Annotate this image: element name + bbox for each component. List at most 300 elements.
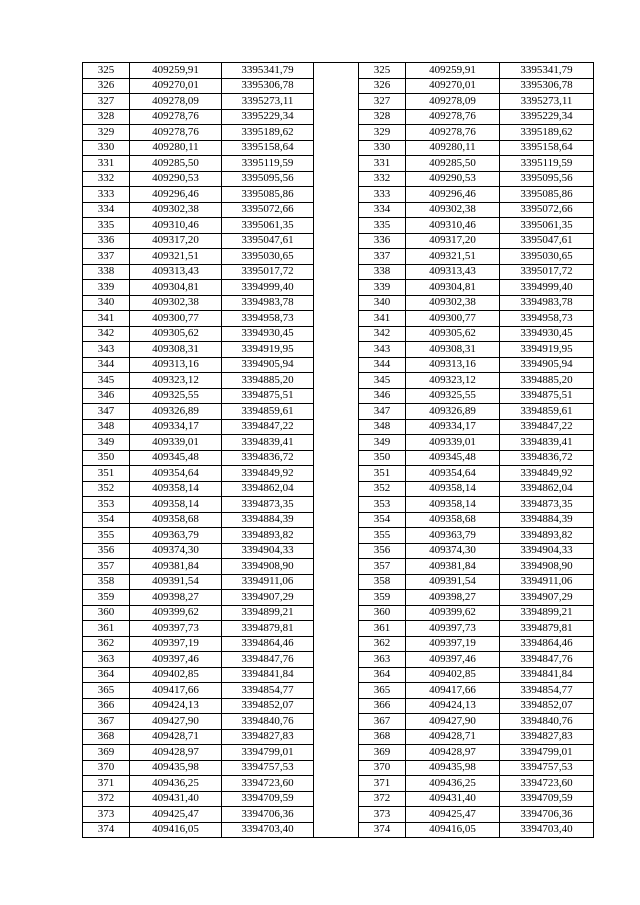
left-y-coordinate: 3394908,90 bbox=[222, 559, 314, 575]
column-gap bbox=[314, 233, 359, 249]
right-x-coordinate: 409358,68 bbox=[406, 512, 500, 528]
right-y-coordinate: 3394841,84 bbox=[500, 667, 594, 683]
left-y-coordinate: 3395061,35 bbox=[222, 218, 314, 234]
left-y-coordinate: 3394799,01 bbox=[222, 745, 314, 761]
left-y-coordinate: 3394930,45 bbox=[222, 326, 314, 342]
table-row bbox=[83, 683, 594, 699]
right-point-number: 354 bbox=[359, 512, 406, 528]
left-y-coordinate: 3395072,66 bbox=[222, 202, 314, 218]
right-point-number: 365 bbox=[359, 683, 406, 699]
right-y-coordinate: 3394904,33 bbox=[500, 543, 594, 559]
table-row bbox=[83, 326, 594, 342]
left-point-number: 341 bbox=[83, 311, 130, 327]
table-row bbox=[83, 404, 594, 420]
left-y-coordinate: 3395030,65 bbox=[222, 249, 314, 265]
table-row bbox=[83, 574, 594, 590]
right-x-coordinate: 409321,51 bbox=[406, 249, 500, 265]
left-point-number: 365 bbox=[83, 683, 130, 699]
left-y-coordinate: 3394875,51 bbox=[222, 388, 314, 404]
right-point-number: 330 bbox=[359, 140, 406, 156]
column-gap bbox=[314, 187, 359, 203]
right-point-number: 368 bbox=[359, 729, 406, 745]
left-point-number: 355 bbox=[83, 528, 130, 544]
right-x-coordinate: 409296,46 bbox=[406, 187, 500, 203]
column-gap bbox=[314, 760, 359, 776]
table-row bbox=[83, 388, 594, 404]
right-point-number: 351 bbox=[359, 466, 406, 482]
right-point-number: 358 bbox=[359, 574, 406, 590]
right-x-coordinate: 409391,54 bbox=[406, 574, 500, 590]
left-y-coordinate: 3394958,73 bbox=[222, 311, 314, 327]
right-point-number: 374 bbox=[359, 822, 406, 838]
right-point-number: 367 bbox=[359, 714, 406, 730]
left-y-coordinate: 3394899,21 bbox=[222, 605, 314, 621]
left-point-number: 354 bbox=[83, 512, 130, 528]
left-x-coordinate: 409435,98 bbox=[130, 760, 222, 776]
left-point-number: 367 bbox=[83, 714, 130, 730]
right-x-coordinate: 409325,55 bbox=[406, 388, 500, 404]
table-row bbox=[83, 745, 594, 761]
right-x-coordinate: 409308,31 bbox=[406, 342, 500, 358]
column-gap bbox=[314, 295, 359, 311]
table-row bbox=[83, 435, 594, 451]
column-gap bbox=[314, 466, 359, 482]
right-x-coordinate: 409302,38 bbox=[406, 202, 500, 218]
right-point-number: 346 bbox=[359, 388, 406, 404]
left-point-number: 371 bbox=[83, 776, 130, 792]
right-y-coordinate: 3394849,92 bbox=[500, 466, 594, 482]
right-point-number: 340 bbox=[359, 295, 406, 311]
right-y-coordinate: 3395072,66 bbox=[500, 202, 594, 218]
left-point-number: 361 bbox=[83, 621, 130, 637]
table-row bbox=[83, 466, 594, 482]
right-x-coordinate: 409381,84 bbox=[406, 559, 500, 575]
right-x-coordinate: 409431,40 bbox=[406, 791, 500, 807]
left-x-coordinate: 409339,01 bbox=[130, 435, 222, 451]
left-point-number: 364 bbox=[83, 667, 130, 683]
right-x-coordinate: 409427,90 bbox=[406, 714, 500, 730]
left-point-number: 359 bbox=[83, 590, 130, 606]
right-point-number: 360 bbox=[359, 605, 406, 621]
right-y-coordinate: 3394799,01 bbox=[500, 745, 594, 761]
right-y-coordinate: 3394840,76 bbox=[500, 714, 594, 730]
right-x-coordinate: 409424,13 bbox=[406, 698, 500, 714]
left-y-coordinate: 3394841,84 bbox=[222, 667, 314, 683]
left-point-number: 329 bbox=[83, 125, 130, 141]
right-x-coordinate: 409397,73 bbox=[406, 621, 500, 637]
left-point-number: 332 bbox=[83, 171, 130, 187]
right-point-number: 355 bbox=[359, 528, 406, 544]
left-x-coordinate: 409398,27 bbox=[130, 590, 222, 606]
right-point-number: 326 bbox=[359, 78, 406, 94]
right-x-coordinate: 409305,62 bbox=[406, 326, 500, 342]
left-x-coordinate: 409325,55 bbox=[130, 388, 222, 404]
column-gap bbox=[314, 745, 359, 761]
column-gap bbox=[314, 357, 359, 373]
column-gap bbox=[314, 125, 359, 141]
right-y-coordinate: 3394709,59 bbox=[500, 791, 594, 807]
right-point-number: 361 bbox=[359, 621, 406, 637]
right-x-coordinate: 409339,01 bbox=[406, 435, 500, 451]
column-gap bbox=[314, 791, 359, 807]
left-x-coordinate: 409363,79 bbox=[130, 528, 222, 544]
column-gap bbox=[314, 94, 359, 110]
right-point-number: 353 bbox=[359, 497, 406, 513]
right-point-number: 371 bbox=[359, 776, 406, 792]
coordinates-table bbox=[82, 62, 594, 838]
table-row bbox=[83, 512, 594, 528]
right-y-coordinate: 3394875,51 bbox=[500, 388, 594, 404]
column-gap bbox=[314, 636, 359, 652]
left-point-number: 343 bbox=[83, 342, 130, 358]
right-y-coordinate: 3395229,34 bbox=[500, 109, 594, 125]
left-y-coordinate: 3394893,82 bbox=[222, 528, 314, 544]
left-y-coordinate: 3395189,62 bbox=[222, 125, 314, 141]
table-row bbox=[83, 280, 594, 296]
right-y-coordinate: 3394859,61 bbox=[500, 404, 594, 420]
right-point-number: 328 bbox=[359, 109, 406, 125]
left-point-number: 326 bbox=[83, 78, 130, 94]
left-point-number: 346 bbox=[83, 388, 130, 404]
table-row bbox=[83, 249, 594, 265]
table-row bbox=[83, 342, 594, 358]
column-gap bbox=[314, 156, 359, 172]
right-point-number: 344 bbox=[359, 357, 406, 373]
left-point-number: 360 bbox=[83, 605, 130, 621]
left-y-coordinate: 3394904,33 bbox=[222, 543, 314, 559]
right-x-coordinate: 409436,25 bbox=[406, 776, 500, 792]
right-y-coordinate: 3395273,11 bbox=[500, 94, 594, 110]
right-y-coordinate: 3394847,22 bbox=[500, 419, 594, 435]
right-point-number: 357 bbox=[359, 559, 406, 575]
table-row bbox=[83, 621, 594, 637]
left-point-number: 357 bbox=[83, 559, 130, 575]
left-x-coordinate: 409321,51 bbox=[130, 249, 222, 265]
right-x-coordinate: 409302,38 bbox=[406, 295, 500, 311]
right-point-number: 342 bbox=[359, 326, 406, 342]
left-point-number: 337 bbox=[83, 249, 130, 265]
left-point-number: 349 bbox=[83, 435, 130, 451]
right-point-number: 366 bbox=[359, 698, 406, 714]
right-x-coordinate: 409278,76 bbox=[406, 125, 500, 141]
left-y-coordinate: 3394885,20 bbox=[222, 373, 314, 389]
right-x-coordinate: 409278,76 bbox=[406, 109, 500, 125]
right-x-coordinate: 409398,27 bbox=[406, 590, 500, 606]
left-y-coordinate: 3394983,78 bbox=[222, 295, 314, 311]
right-y-coordinate: 3394879,81 bbox=[500, 621, 594, 637]
column-gap bbox=[314, 63, 359, 79]
right-point-number: 345 bbox=[359, 373, 406, 389]
right-point-number: 337 bbox=[359, 249, 406, 265]
column-gap bbox=[314, 388, 359, 404]
column-gap bbox=[314, 435, 359, 451]
left-y-coordinate: 3394827,83 bbox=[222, 729, 314, 745]
column-gap bbox=[314, 264, 359, 280]
right-point-number: 347 bbox=[359, 404, 406, 420]
left-y-coordinate: 3395119,59 bbox=[222, 156, 314, 172]
left-x-coordinate: 409425,47 bbox=[130, 807, 222, 823]
left-y-coordinate: 3394905,94 bbox=[222, 357, 314, 373]
table-row bbox=[83, 667, 594, 683]
left-x-coordinate: 409259,91 bbox=[130, 63, 222, 79]
left-x-coordinate: 409326,89 bbox=[130, 404, 222, 420]
table-row bbox=[83, 543, 594, 559]
right-x-coordinate: 409354,64 bbox=[406, 466, 500, 482]
right-point-number: 369 bbox=[359, 745, 406, 761]
right-y-coordinate: 3394908,90 bbox=[500, 559, 594, 575]
column-gap bbox=[314, 326, 359, 342]
left-x-coordinate: 409345,48 bbox=[130, 450, 222, 466]
right-point-number: 333 bbox=[359, 187, 406, 203]
column-gap bbox=[314, 218, 359, 234]
right-x-coordinate: 409402,85 bbox=[406, 667, 500, 683]
right-y-coordinate: 3394899,21 bbox=[500, 605, 594, 621]
table-row bbox=[83, 481, 594, 497]
right-point-number: 364 bbox=[359, 667, 406, 683]
left-point-number: 330 bbox=[83, 140, 130, 156]
left-y-coordinate: 3394911,06 bbox=[222, 574, 314, 590]
left-x-coordinate: 409285,50 bbox=[130, 156, 222, 172]
column-gap bbox=[314, 280, 359, 296]
column-gap bbox=[314, 78, 359, 94]
right-y-coordinate: 3394905,94 bbox=[500, 357, 594, 373]
right-y-coordinate: 3395095,56 bbox=[500, 171, 594, 187]
left-point-number: 374 bbox=[83, 822, 130, 838]
left-point-number: 358 bbox=[83, 574, 130, 590]
table-row bbox=[83, 295, 594, 311]
left-x-coordinate: 409304,81 bbox=[130, 280, 222, 296]
left-point-number: 344 bbox=[83, 357, 130, 373]
left-y-coordinate: 3394884,39 bbox=[222, 512, 314, 528]
right-y-coordinate: 3394873,35 bbox=[500, 497, 594, 513]
right-y-coordinate: 3394852,07 bbox=[500, 698, 594, 714]
right-y-coordinate: 3394836,72 bbox=[500, 450, 594, 466]
left-x-coordinate: 409427,90 bbox=[130, 714, 222, 730]
right-point-number: 372 bbox=[359, 791, 406, 807]
right-y-coordinate: 3395047,61 bbox=[500, 233, 594, 249]
left-point-number: 353 bbox=[83, 497, 130, 513]
right-point-number: 370 bbox=[359, 760, 406, 776]
left-point-number: 327 bbox=[83, 94, 130, 110]
right-y-coordinate: 3395085,86 bbox=[500, 187, 594, 203]
right-point-number: 348 bbox=[359, 419, 406, 435]
table-row bbox=[83, 528, 594, 544]
right-x-coordinate: 409323,12 bbox=[406, 373, 500, 389]
table-row bbox=[83, 822, 594, 838]
left-point-number: 335 bbox=[83, 218, 130, 234]
right-y-coordinate: 3394854,77 bbox=[500, 683, 594, 699]
left-y-coordinate: 3394836,72 bbox=[222, 450, 314, 466]
table-row bbox=[83, 559, 594, 575]
left-x-coordinate: 409374,30 bbox=[130, 543, 222, 559]
right-y-coordinate: 3394723,60 bbox=[500, 776, 594, 792]
right-point-number: 343 bbox=[359, 342, 406, 358]
right-y-coordinate: 3395030,65 bbox=[500, 249, 594, 265]
left-point-number: 331 bbox=[83, 156, 130, 172]
table-row bbox=[83, 807, 594, 823]
left-x-coordinate: 409278,09 bbox=[130, 94, 222, 110]
right-x-coordinate: 409358,14 bbox=[406, 481, 500, 497]
table-row bbox=[83, 233, 594, 249]
column-gap bbox=[314, 481, 359, 497]
table-row bbox=[83, 202, 594, 218]
left-x-coordinate: 409300,77 bbox=[130, 311, 222, 327]
right-y-coordinate: 3394839,41 bbox=[500, 435, 594, 451]
left-point-number: 340 bbox=[83, 295, 130, 311]
left-y-coordinate: 3394862,04 bbox=[222, 481, 314, 497]
left-x-coordinate: 409290,53 bbox=[130, 171, 222, 187]
left-x-coordinate: 409278,76 bbox=[130, 125, 222, 141]
left-x-coordinate: 409381,84 bbox=[130, 559, 222, 575]
left-x-coordinate: 409397,19 bbox=[130, 636, 222, 652]
left-x-coordinate: 409280,11 bbox=[130, 140, 222, 156]
table-row bbox=[83, 419, 594, 435]
right-x-coordinate: 409278,09 bbox=[406, 94, 500, 110]
left-y-coordinate: 3394879,81 bbox=[222, 621, 314, 637]
left-point-number: 366 bbox=[83, 698, 130, 714]
right-point-number: 327 bbox=[359, 94, 406, 110]
column-gap bbox=[314, 605, 359, 621]
table-row bbox=[83, 791, 594, 807]
left-y-coordinate: 3394723,60 bbox=[222, 776, 314, 792]
column-gap bbox=[314, 450, 359, 466]
left-y-coordinate: 3394873,35 bbox=[222, 497, 314, 513]
left-x-coordinate: 409296,46 bbox=[130, 187, 222, 203]
left-x-coordinate: 409270,01 bbox=[130, 78, 222, 94]
table-row bbox=[83, 63, 594, 79]
table-row bbox=[83, 590, 594, 606]
right-x-coordinate: 409310,46 bbox=[406, 218, 500, 234]
column-gap bbox=[314, 590, 359, 606]
right-x-coordinate: 409399,62 bbox=[406, 605, 500, 621]
right-point-number: 373 bbox=[359, 807, 406, 823]
left-y-coordinate: 3395158,64 bbox=[222, 140, 314, 156]
left-y-coordinate: 3394703,40 bbox=[222, 822, 314, 838]
left-y-coordinate: 3394840,76 bbox=[222, 714, 314, 730]
left-x-coordinate: 409428,97 bbox=[130, 745, 222, 761]
table-row bbox=[83, 156, 594, 172]
column-gap bbox=[314, 140, 359, 156]
table-row bbox=[83, 218, 594, 234]
column-gap bbox=[314, 807, 359, 823]
right-point-number: 331 bbox=[359, 156, 406, 172]
right-x-coordinate: 409280,11 bbox=[406, 140, 500, 156]
right-point-number: 332 bbox=[359, 171, 406, 187]
left-point-number: 339 bbox=[83, 280, 130, 296]
left-y-coordinate: 3394709,59 bbox=[222, 791, 314, 807]
right-x-coordinate: 409313,16 bbox=[406, 357, 500, 373]
table-row bbox=[83, 760, 594, 776]
right-y-coordinate: 3395189,62 bbox=[500, 125, 594, 141]
right-x-coordinate: 409397,19 bbox=[406, 636, 500, 652]
right-point-number: 339 bbox=[359, 280, 406, 296]
right-y-coordinate: 3394703,40 bbox=[500, 822, 594, 838]
left-x-coordinate: 409424,13 bbox=[130, 698, 222, 714]
right-x-coordinate: 409397,46 bbox=[406, 652, 500, 668]
column-gap bbox=[314, 497, 359, 513]
left-x-coordinate: 409313,43 bbox=[130, 264, 222, 280]
right-y-coordinate: 3394884,39 bbox=[500, 512, 594, 528]
column-gap bbox=[314, 342, 359, 358]
left-y-coordinate: 3395017,72 bbox=[222, 264, 314, 280]
right-y-coordinate: 3394706,36 bbox=[500, 807, 594, 823]
right-y-coordinate: 3394893,82 bbox=[500, 528, 594, 544]
left-x-coordinate: 409399,62 bbox=[130, 605, 222, 621]
right-x-coordinate: 409313,43 bbox=[406, 264, 500, 280]
right-x-coordinate: 409435,98 bbox=[406, 760, 500, 776]
left-x-coordinate: 409417,66 bbox=[130, 683, 222, 699]
column-gap bbox=[314, 528, 359, 544]
right-point-number: 363 bbox=[359, 652, 406, 668]
left-point-number: 370 bbox=[83, 760, 130, 776]
left-y-coordinate: 3394839,41 bbox=[222, 435, 314, 451]
right-x-coordinate: 409326,89 bbox=[406, 404, 500, 420]
left-x-coordinate: 409317,20 bbox=[130, 233, 222, 249]
column-gap bbox=[314, 652, 359, 668]
column-gap bbox=[314, 683, 359, 699]
table-row bbox=[83, 311, 594, 327]
left-x-coordinate: 409310,46 bbox=[130, 218, 222, 234]
left-point-number: 328 bbox=[83, 109, 130, 125]
right-y-coordinate: 3394919,95 bbox=[500, 342, 594, 358]
column-gap bbox=[314, 714, 359, 730]
right-y-coordinate: 3394864,46 bbox=[500, 636, 594, 652]
right-y-coordinate: 3394911,06 bbox=[500, 574, 594, 590]
left-y-coordinate: 3394706,36 bbox=[222, 807, 314, 823]
left-y-coordinate: 3394757,53 bbox=[222, 760, 314, 776]
right-point-number: 334 bbox=[359, 202, 406, 218]
right-x-coordinate: 409345,48 bbox=[406, 450, 500, 466]
left-point-number: 338 bbox=[83, 264, 130, 280]
right-x-coordinate: 409334,17 bbox=[406, 419, 500, 435]
left-y-coordinate: 3394864,46 bbox=[222, 636, 314, 652]
table-row bbox=[83, 450, 594, 466]
right-x-coordinate: 409358,14 bbox=[406, 497, 500, 513]
right-point-number: 325 bbox=[359, 63, 406, 79]
right-y-coordinate: 3394862,04 bbox=[500, 481, 594, 497]
left-y-coordinate: 3394849,92 bbox=[222, 466, 314, 482]
left-x-coordinate: 409302,38 bbox=[130, 295, 222, 311]
table-row bbox=[83, 125, 594, 141]
left-x-coordinate: 409358,68 bbox=[130, 512, 222, 528]
left-x-coordinate: 409428,71 bbox=[130, 729, 222, 745]
left-point-number: 351 bbox=[83, 466, 130, 482]
left-point-number: 362 bbox=[83, 636, 130, 652]
left-x-coordinate: 409308,31 bbox=[130, 342, 222, 358]
right-x-coordinate: 409300,77 bbox=[406, 311, 500, 327]
left-x-coordinate: 409436,25 bbox=[130, 776, 222, 792]
right-point-number: 349 bbox=[359, 435, 406, 451]
left-point-number: 369 bbox=[83, 745, 130, 761]
table-row bbox=[83, 636, 594, 652]
left-y-coordinate: 3394854,77 bbox=[222, 683, 314, 699]
column-gap bbox=[314, 202, 359, 218]
column-gap bbox=[314, 512, 359, 528]
left-x-coordinate: 409397,46 bbox=[130, 652, 222, 668]
right-x-coordinate: 409425,47 bbox=[406, 807, 500, 823]
column-gap bbox=[314, 373, 359, 389]
table-row bbox=[83, 78, 594, 94]
right-point-number: 350 bbox=[359, 450, 406, 466]
left-x-coordinate: 409302,38 bbox=[130, 202, 222, 218]
column-gap bbox=[314, 698, 359, 714]
column-gap bbox=[314, 109, 359, 125]
column-gap bbox=[314, 729, 359, 745]
table-row bbox=[83, 171, 594, 187]
column-gap bbox=[314, 171, 359, 187]
column-gap bbox=[314, 776, 359, 792]
right-point-number: 356 bbox=[359, 543, 406, 559]
